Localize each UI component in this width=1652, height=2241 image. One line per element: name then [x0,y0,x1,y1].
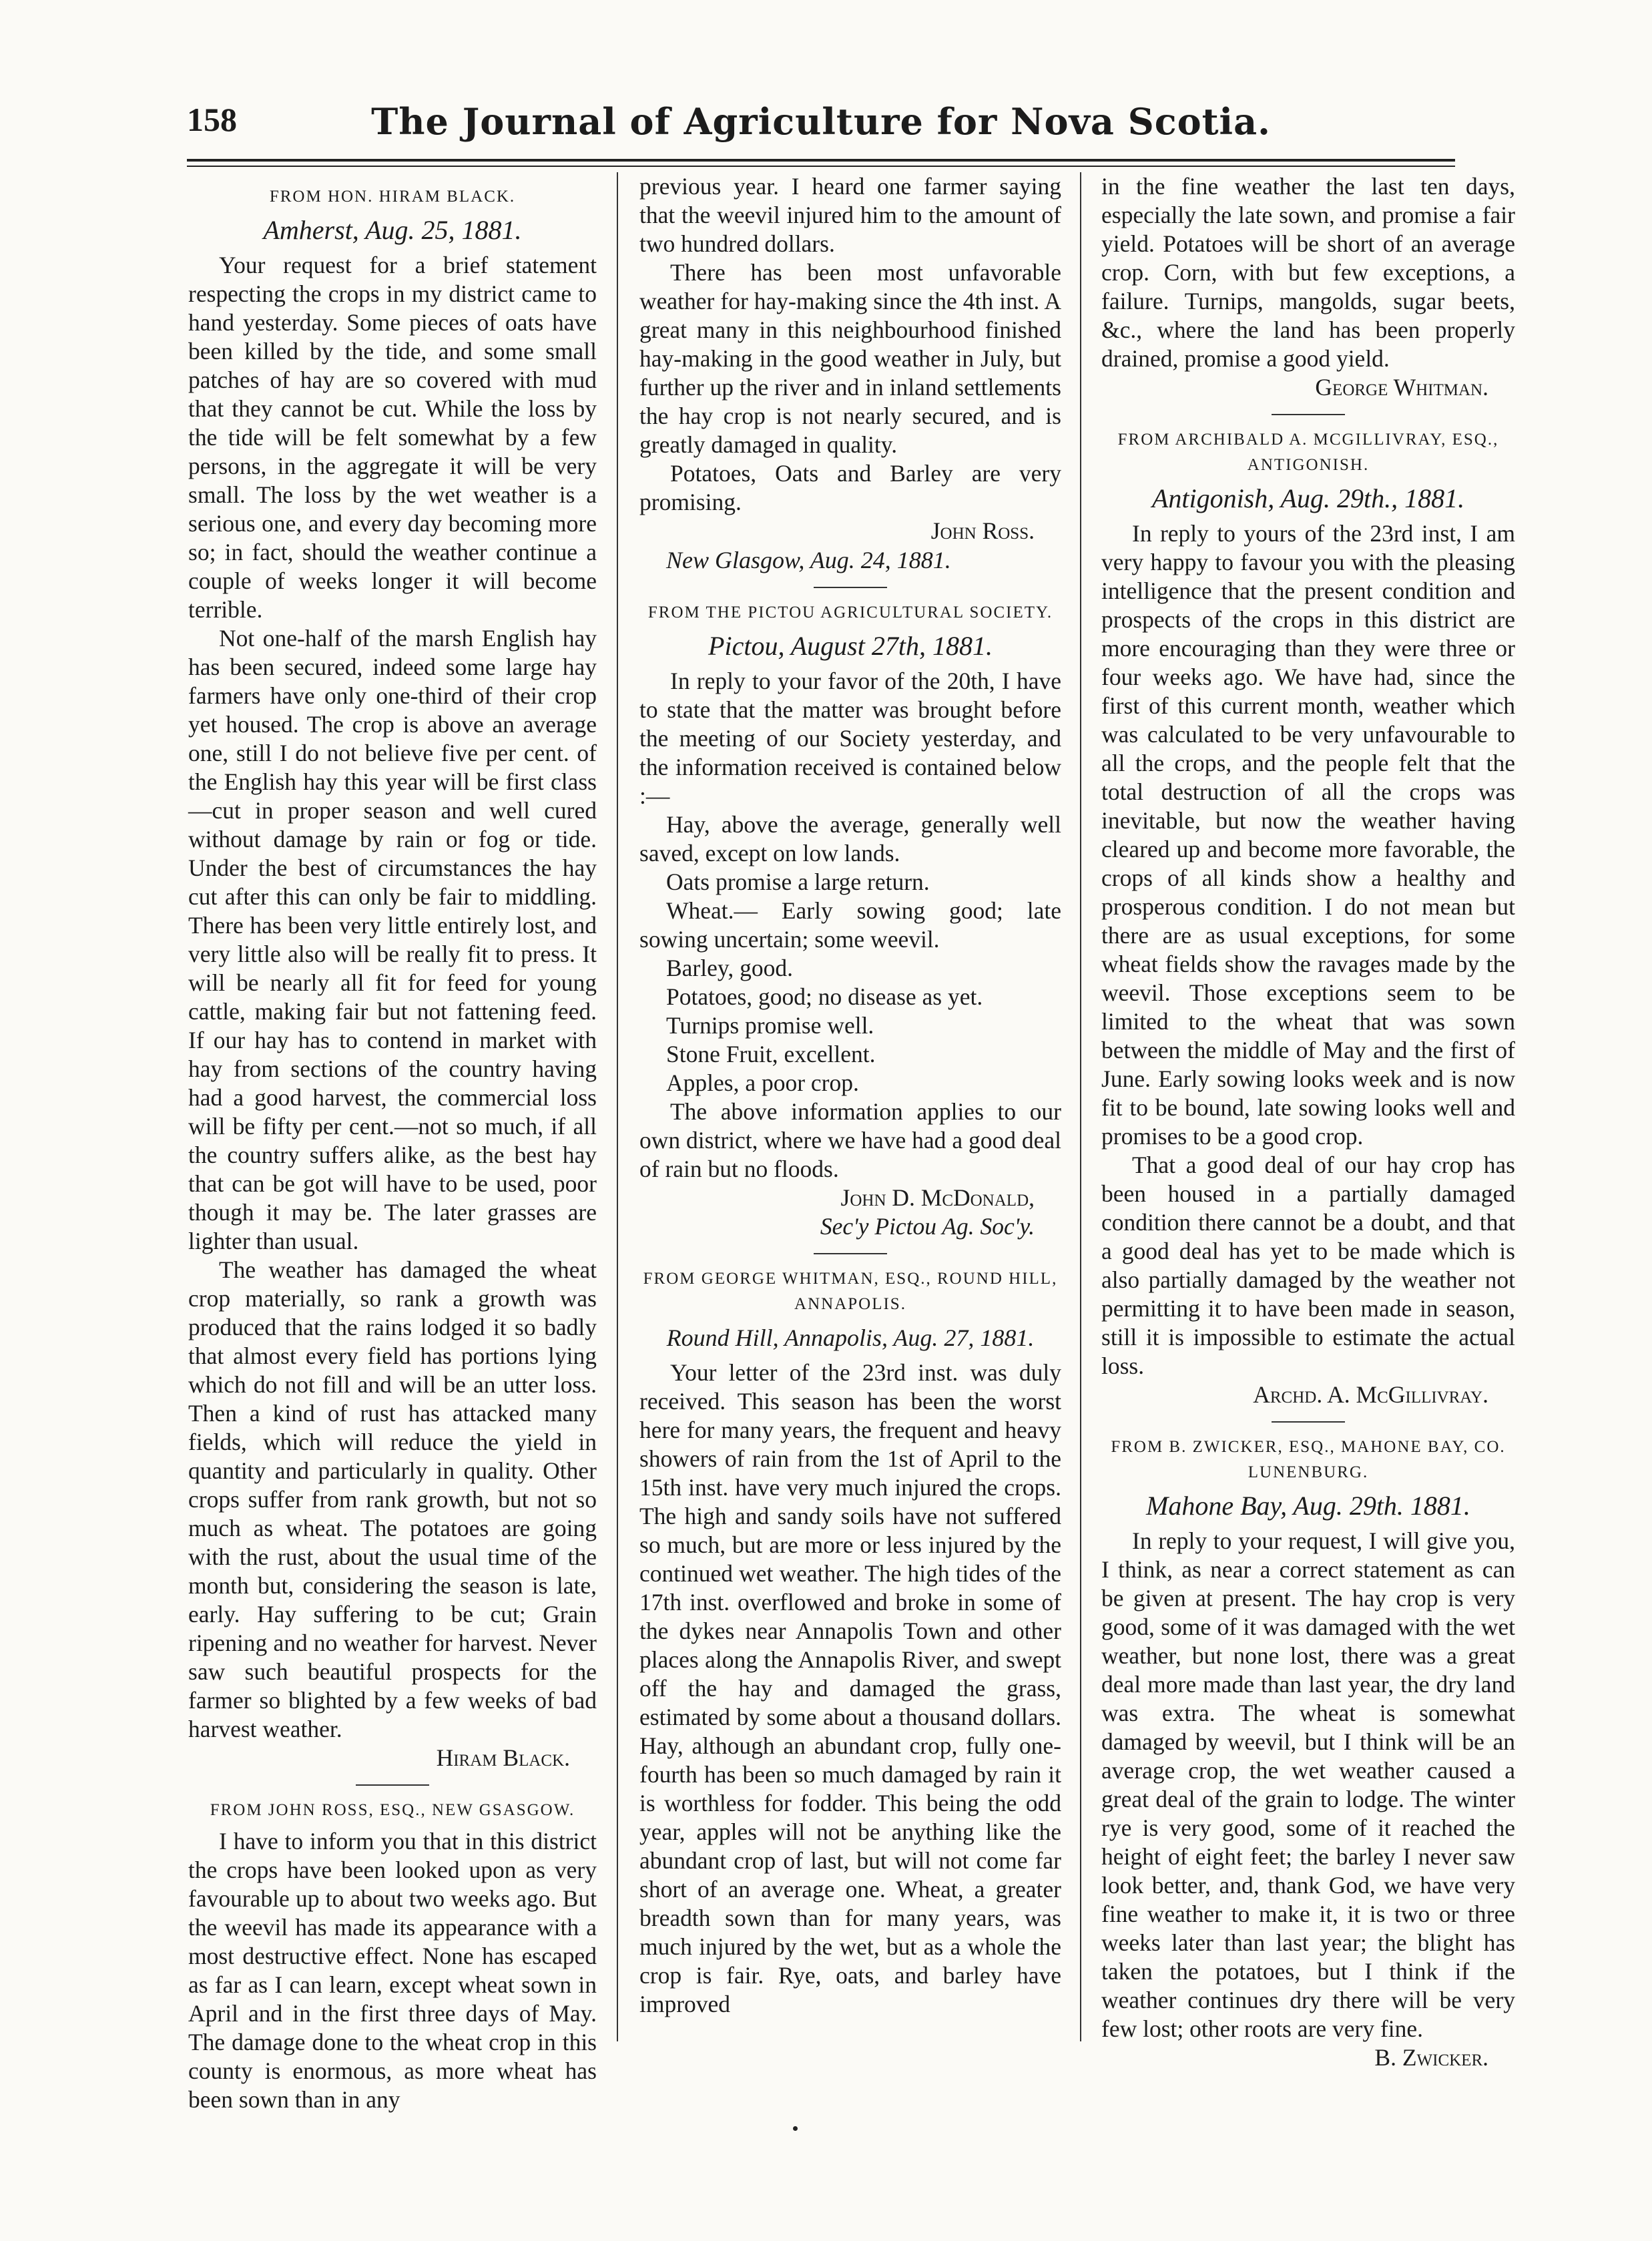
article-dateline: New Glasgow, Aug. 24, 1881. [666,547,951,573]
paragraph: That a good deal of our hay crop has been housed in a partially damaged condition there cannot be a doubt, and that a good deal has yet to be made which is also partially damaged by the weather not permitting it to have been made in season, still it is impossible to estimate the actual loss. [1101,1152,1515,1379]
crop-item: Hay, above the average, generally well saved, except on low lands. [639,811,1061,866]
separator [1272,414,1345,415]
separator [1272,1421,1345,1423]
journal-title: The Journal of Agriculture for Nova Scotia. [371,100,1271,143]
signature: B. Zwicker. [1374,2044,1488,2071]
article-heading: FROM HON. HIRAM BLACK. [269,188,516,206]
crop-item: Turnips promise well. [666,1012,874,1039]
paragraph: In reply to your request, I will give you, I think, as near a correct statement as can be given at present. The hay crop is very good, some of it was damaged with the wet weather, but none lost, there was a great deal more made than last year, the dry land was extra. The wheat is somewhat damaged by weevil, but I think will be an average crop, the wet weather caused a great deal of the grain to lodge. The winter rye is very good, some of it reached the height of eight feet; the barley I never saw look better, and, thank God, we have very fine weather to make it, it is two or three weeks later than last year; the blight has taken the potatoes, but I think if the weather continues dry there will be very few lost; other roots are very fine. [1101,1527,1515,2042]
page-header [187,100,1455,147]
separator [814,1253,887,1254]
column-3 [1101,172,1515,2071]
paragraph: The weather has damaged the wheat crop materially, so rank a growth was produced that the rains lodged it so badly that almost every field has portions lying which do not fill and will be an utter loss. Then a kind of rust has attacked many fields, which will reduce the yield in quantity and particularly in quality. Other crops suffer from rank growth, but not so much as wheat. The potatoes are going with the rust, about the usual time of the month but, considering the season is late, early. Hay suffering to be cut; Grain ripening and no weather for harvest. Never saw such beautiful prospects for the farmer so blighted by a few weeks of bad harvest weather. [188,1256,597,1742]
column-2 [639,172,1061,2035]
signature: Archd. A. McGillivray. [1253,1381,1488,1408]
column-divider [1080,172,1081,2041]
crop-item: Stone Fruit, excellent. [666,1041,876,1067]
column-1 [188,172,597,2113]
column-divider [617,172,618,2041]
signature-title: Sec'y Pictou Ag. Soc'y. [820,1213,1035,1240]
article-heading: FROM ARCHIBALD A. MCGILLIVRAY, ESQ., ANTIGONISH. [1117,431,1499,474]
article-heading: FROM THE PICTOU AGRICULTURAL SOCIETY. [647,603,1053,621]
paragraph-continued: previous year. I heard one farmer saying that the weevil injured him to the amount of two hundred dollars. [639,173,1061,257]
signature: John Ross. [930,517,1035,544]
signature: John D. McDonald, [840,1184,1035,1211]
paragraph: Potatoes, Oats and Barley are very promising. [639,460,1061,515]
article-dateline: Antigonish, Aug. 29th., 1881. [1151,483,1465,513]
crop-item: Barley, good. [666,955,793,981]
signature: George Whitman. [1315,374,1488,401]
article-dateline: Pictou, August 27th, 1881. [708,631,993,661]
paragraph: In reply to your favor of the 20th, I have to state that the matter was brought before the meeting of our Society yesterday, and the information received is contained below :— [639,668,1061,809]
article-heading: FROM B. ZWICKER, ESQ., MAHONE BAY, CO. LUNENBURG. [1111,1438,1506,1481]
crop-item: Potatoes, good; no disease as yet. [666,983,983,1010]
header-rule [187,159,1455,162]
article-dateline: Mahone Bay, Aug. 29th. 1881. [1146,1491,1470,1521]
crop-item: Oats promise a large return. [666,868,930,895]
printer-mark [793,2126,798,2131]
paragraph: Your request for a brief statement respecting the crops in my district came to hand yesterday. Some pieces of oats have been killed by the tide, and some small patches of hay are so covered with mud that they cannot be cut. While the loss by the tide will be felt somewhat by a few persons, in the aggregate it will be very small. The loss by the wet weather is a serious one, and every day becoming more so; in fact, should the weather continue a couple of weeks longer it will become terrible. [188,252,597,623]
paragraph: There has been most unfavorable weather for hay-making since the 4th inst. A great many in this neighbourhood finished hay-making in the good weather in July, but further up the river and in inland settlements the hay crop is not nearly secured, and is greatly damaged in quality. [639,259,1061,458]
separator [814,587,887,588]
separator [356,1784,429,1786]
page-number: 158 [187,101,237,138]
header-rule-thin [187,166,1455,167]
article-dateline: Amherst, Aug. 25, 1881. [263,215,522,245]
signature: Hiram Black. [436,1744,570,1771]
paragraph: The above information applies to our own district, where we have had a good deal of rain but no floods. [639,1098,1061,1182]
paragraph: Not one-half of the marsh English hay has been secured, indeed some large hay farmers have only one-third of their crop yet housed. The crop is above an average one, still I do not believe five per cent. of the English hay this year will be first class—cut in proper season and well cured without damage by rain or fog or tide. Under the best of circumstances the hay cut after this can only be fair to middling. There has been very little entirely lost, and very little also will be really fit to press. It will be nearly all fit for feed for young cattle, making fair but not fattening feed. If our hay has to contend in market with hay from sections of the country having had a good harvest, the commercial loss will be fifty per cent.—not so much, if all the country suffers alike, as the best hay that can be got will have to be used, poor though it may be. The later grasses are lighter than usual. [188,625,597,1254]
article-heading: FROM GEORGE WHITMAN, ESQ., ROUND HILL, ANNAPOLIS. [643,1270,1058,1313]
crop-item: Apples, a poor crop. [666,1069,859,1096]
article-dateline: Round Hill, Annapolis, Aug. 27, 1881. [666,1324,1035,1351]
paragraph: I have to inform you that in this district the crops have been looked upon as very favourable up to about two weeks ago. But the weevil has made its appearance with a most destructive effect. None has escaped as far as I can learn, except wheat sown in April and in the first three days of May. The damage done to the wheat crop in this county is enormous, as more wheat has been sown than in any [188,1828,597,2113]
paragraph-continued: in the fine weather the last ten days, especially the late sown, and promise a fair yield. Potatoes will be short of an average crop. Corn, with but few exceptions, a failure. Turnips, mangolds, sugar beets, &c., where the land has been properly drained, promise a good yield. [1101,173,1515,372]
paragraph: In reply to yours of the 23rd inst, I am very happy to favour you with the pleasing intelligence that the present condition and prospects of the crops in this district are more encouraging than they were three or four weeks ago. We have had, since the first of this current month, weather which was calculated to be very unfavourable to all the crops, and the people felt that the total destruction of all the crops was inevitable, but now the weather having cleared up and become more favorable, the crops of all kinds show a healthy and prosperous condition. I do not mean but there are as usual exceptions, for some wheat fields show the ravages made by the weevil. Those exceptions seem to be limited to the wheat that was sown between the middle of May and the first of June. Early sowing looks week and is now fit to be bound, late sowing looks well and promises to be a good crop. [1101,520,1515,1150]
paragraph: Your letter of the 23rd inst. was duly received. This season has been the worst here for many years, the frequent and heavy showers of rain from the 1st of April to the 15th inst. have very much injured the crops. The high and sandy soils have not suffered so much, but are more or less injured by the continued wet weather. The high tides of the 17th inst. overflowed and broke in some of the dykes near Annapolis Town and other places along the Annapolis River, and swept off the hay and damaged the grass, estimated by some about a thousand dollars. Hay, although an abundant crop, fully one-fourth has been so much damaged by rain it is worthless for fodder. This being the odd year, apples will not be anything like the abundant crop of last, but will not come far short of an average one. Wheat, a greater breadth sown than for many years, was much injured by the wet, but as a whole the crop is fair. Rye, oats, and barley have improved [639,1359,1061,2017]
article-heading: FROM JOHN ROSS, ESQ., NEW GSASGOW. [210,1801,575,1819]
crop-item: Wheat.— Early sowing good; late sowing uncertain; some weevil. [639,897,1061,953]
